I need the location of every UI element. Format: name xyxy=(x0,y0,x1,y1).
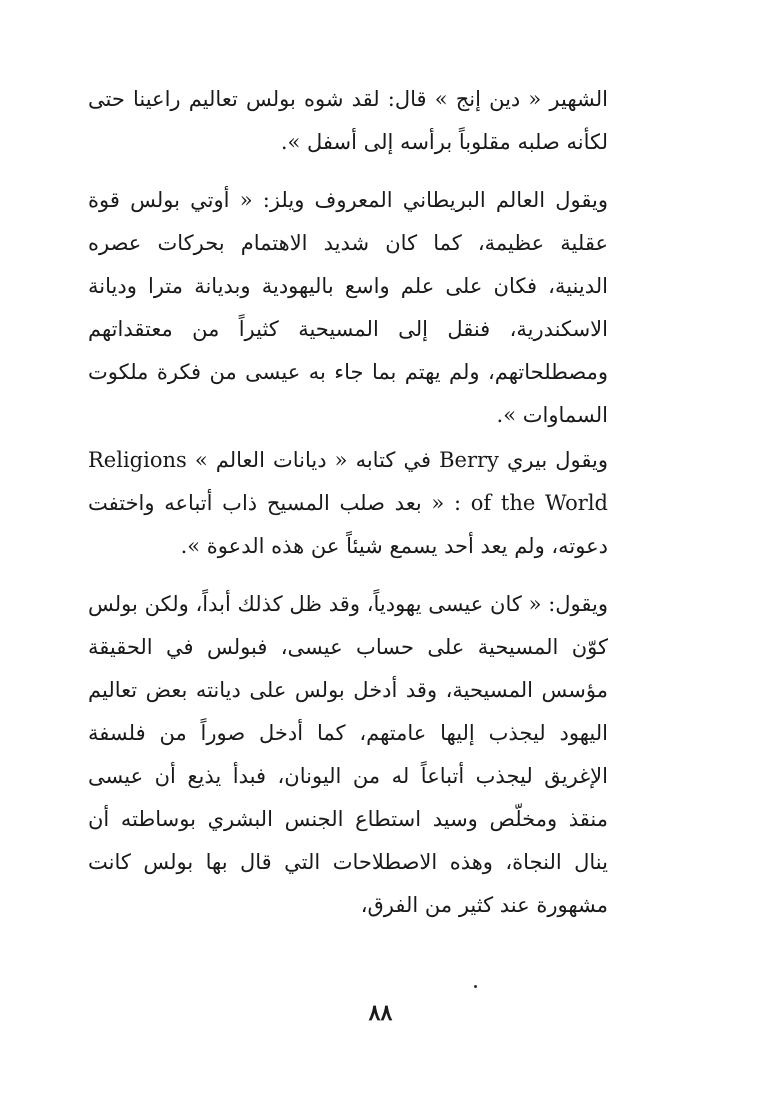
latin-author-name: Berry xyxy=(439,448,499,472)
paragraph-4: ويقول: « كان عيسى يهودياً، وقد ظل كذلك أبداً، ولكن بولس كوّن المسيحية على حساب عيسى، فبولس في الحقيقة مؤسس المسيحية، وقد أدخل بولس على ديانته بعض تعاليم اليهود ليجذب إليها عامتهم، كما أدخل صوراً من فلسفة الإغريق ليجذب أتباعاً له من اليونان، فبدأ يذيع أن عيسى منقذ ومخلّص وسيد استطاع الجنس البشري بوساطته أن ينال النجاة، وهذه الاصطلاحات التي قال بها بولس كانت مشهورة عند كثير من الفرق، xyxy=(88,592,608,917)
paragraph-3 xyxy=(88,439,608,568)
body-text xyxy=(88,78,608,927)
paragraph-2: ويقول العالم البريطاني المعروف ويلز: « أوتي بولس قوة عقلية عظيمة، كما كان شديد الاهتمام بحركات عصره الدينية، فكان على علم واسع باليهودية وبديانة مترا وديانة الاسكندرية، فنقل إلى المسيحية كثيراً من معتقداتهم ومصطلحاتهم، ولم يهتم بما جاء به عيسى من فكرة ملكوت السماوات ». xyxy=(88,188,608,427)
paragraph-1: الشهير « دين إنج » قال: لقد شوه بولس تعاليم راعينا حتى لكأنه صلبه مقلوباً برأسه إلى أسفل ». xyxy=(88,87,608,154)
paragraph-3-after: : « بعد صلب المسيح ذاب أتباعه واختفت دعوته، ولم يعد أحد يسمع شيئاً عن هذه الدعوة ». xyxy=(88,491,608,558)
paragraph-3-middle: في كتابه « ديانات العالم » xyxy=(194,448,432,472)
ink-speck xyxy=(474,985,477,988)
paragraph-3-before: ويقول بيري xyxy=(507,448,608,472)
latin-book-title: Religions of the World xyxy=(88,448,608,515)
page-number: ٨٨ xyxy=(368,1000,393,1026)
